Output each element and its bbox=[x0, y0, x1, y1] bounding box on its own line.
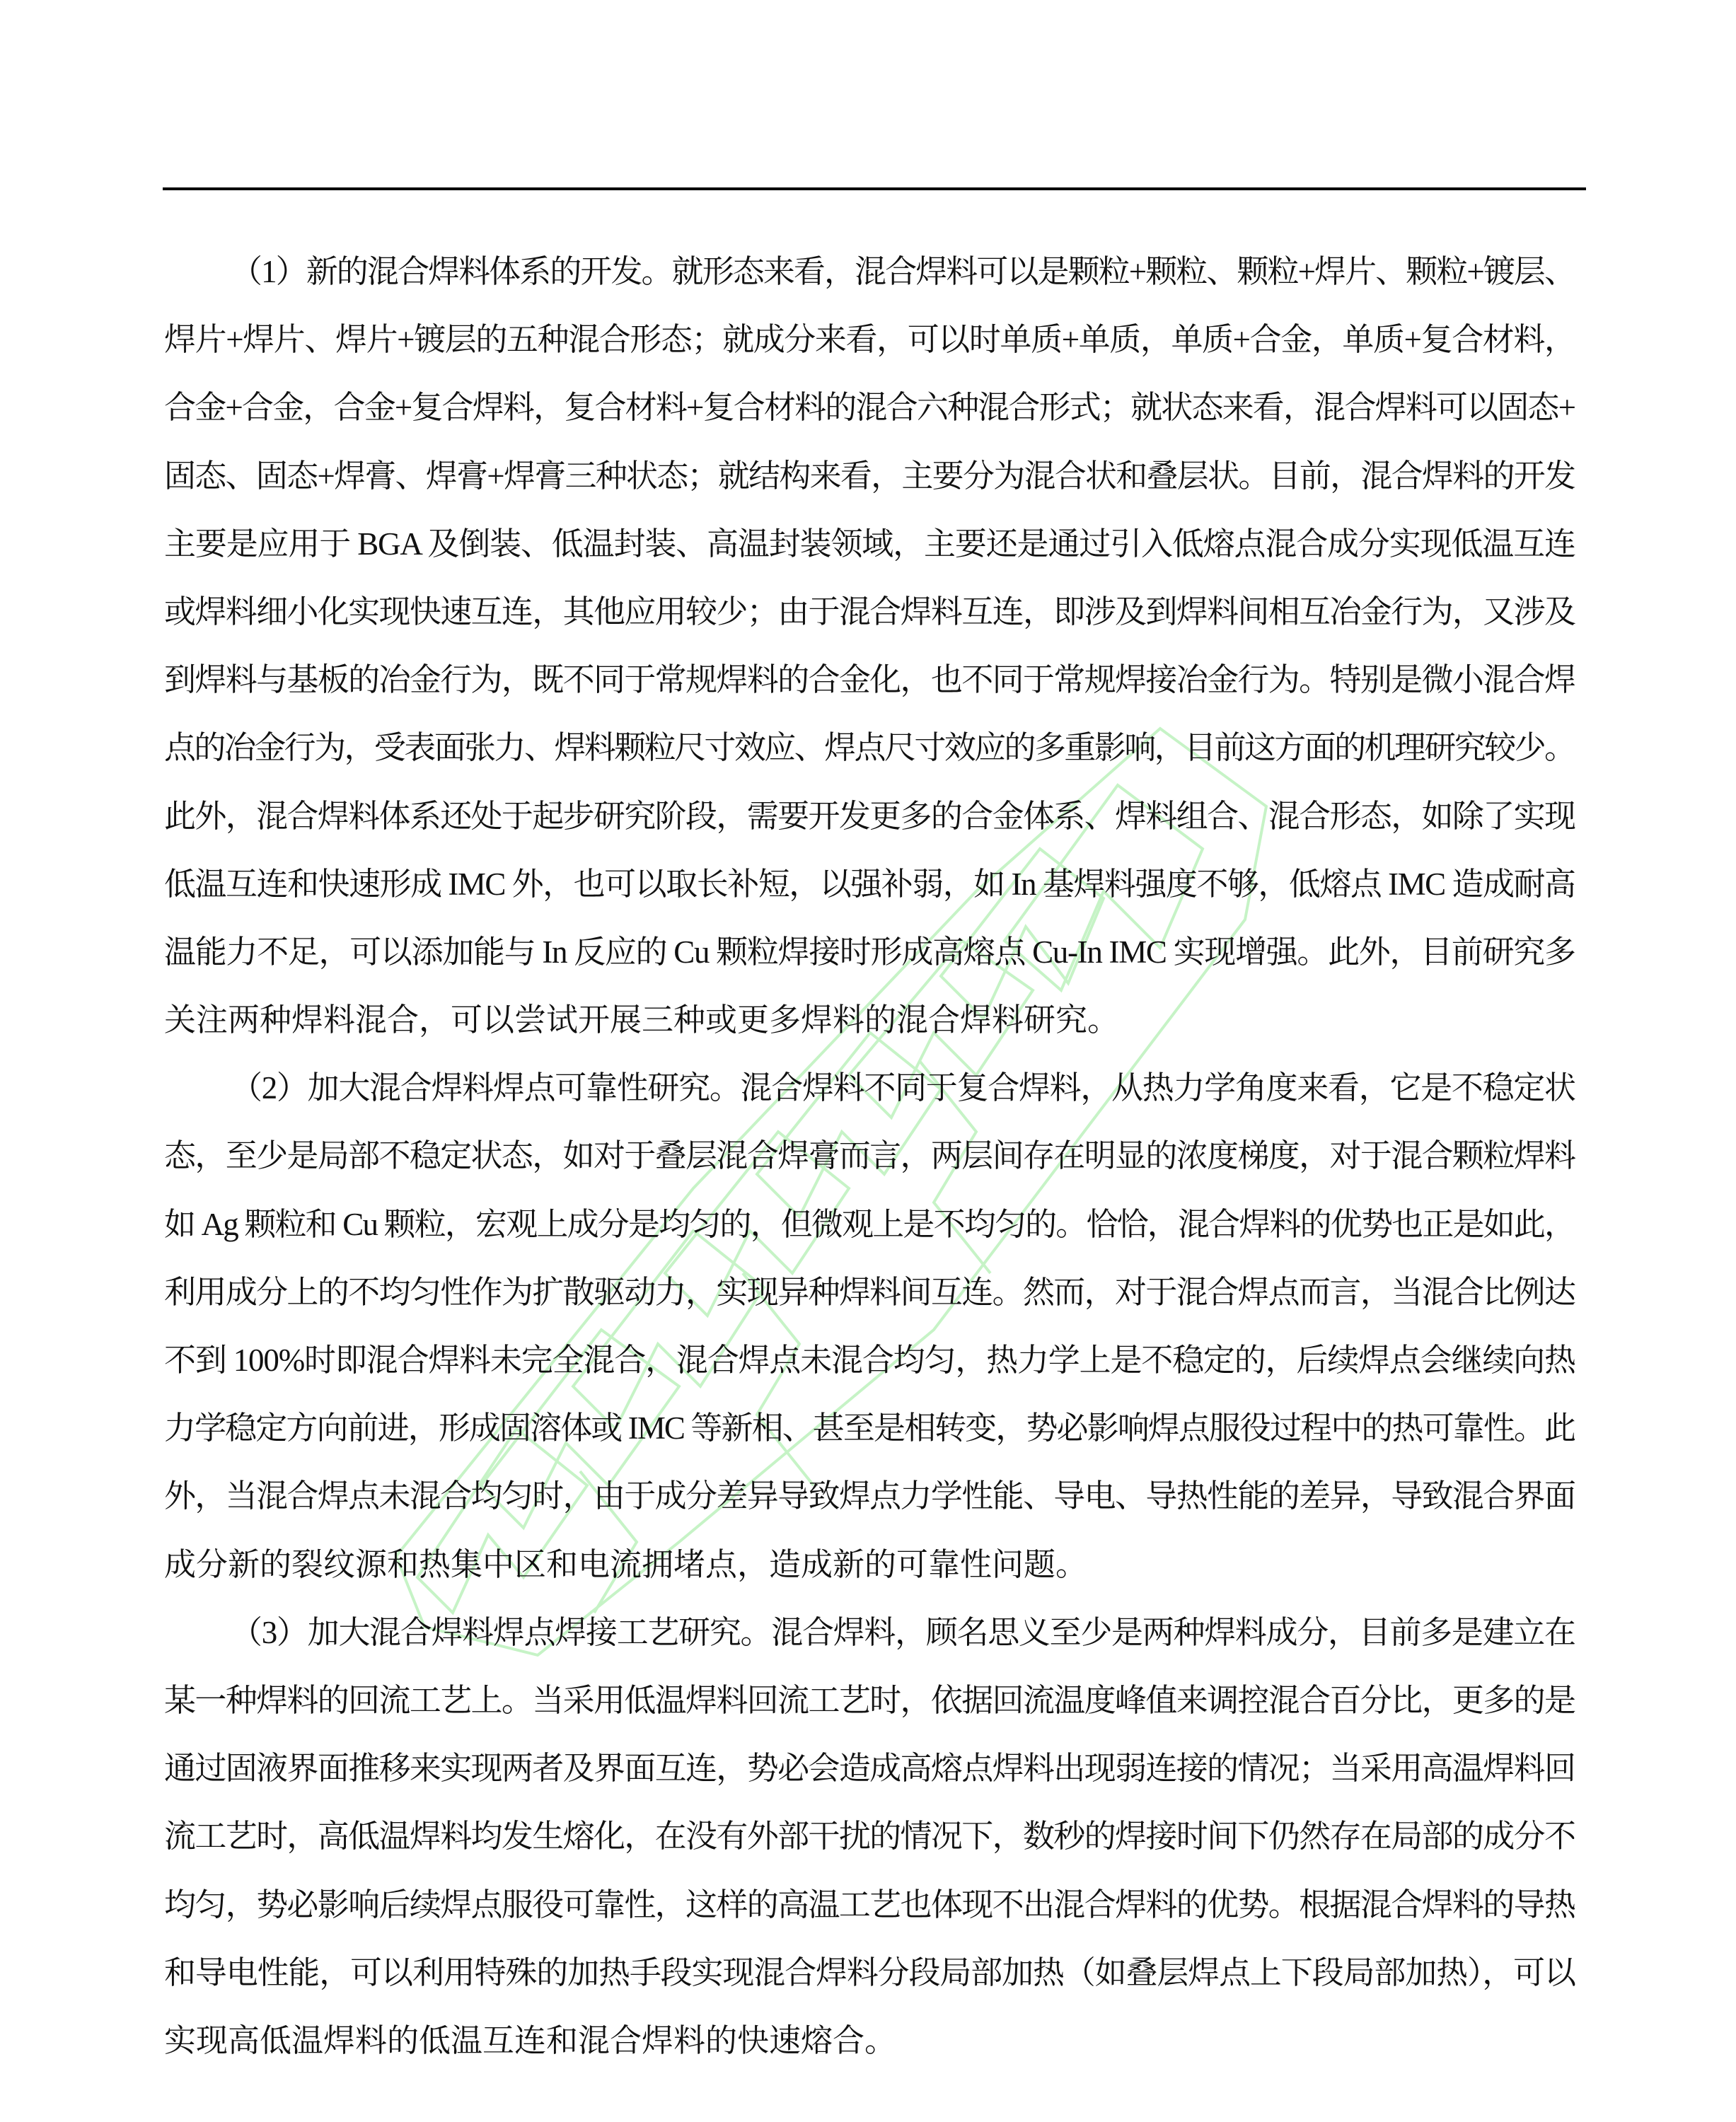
text-line: 利用成分上的不均匀性作为扩散驱动力，实现异种焊料间互连。然而，对于混合焊点而言，当混合比例达 bbox=[164, 1274, 1575, 1310]
text-line: 和导电性能，可以利用特殊的加热手段实现混合焊料分段局部加热（如叠层焊点上下段局部加热），可以 bbox=[164, 1954, 1575, 1990]
text-line: 不到 100%时即混合焊料未完全混合，混合焊点未混合均匀，热力学上是不稳定的，后续焊点会继续向热 bbox=[164, 1343, 1575, 1378]
text-line: 合金+合金，合金+复合焊料，复合材料+复合材料的混合六种混合形式；就状态来看，混合焊料可以固态+ bbox=[164, 390, 1575, 426]
text-line: 成分新的裂纹源和热集中区和电流拥堵点，造成新的可靠性问题。 bbox=[164, 1546, 1088, 1582]
text-line: 低温互连和快速形成 IMC 外，也可以取长补短，以强补弱，如 In 基焊料强度不够，低熔点 IMC 造成耐高 bbox=[164, 866, 1575, 902]
text-line: 温能力不足，可以添加能与 In 反应的 Cu 颗粒焊接时形成高熔点 Cu-In IMC 实现增强。此外，目前研究多 bbox=[164, 934, 1575, 970]
paragraph-3 bbox=[164, 1599, 1576, 2075]
text-line: 到焊料与基板的冶金行为，既不同于常规焊料的合金化，也不同于常规焊接冶金行为。特别是微小混合焊 bbox=[164, 662, 1575, 698]
header-rule bbox=[163, 187, 1586, 190]
body-text bbox=[164, 238, 1576, 2075]
text-line: 某一种焊料的回流工艺上。当采用低温焊料回流工艺时，依据回流温度峰值来调控混合百分比，更多的是 bbox=[164, 1682, 1575, 1718]
text-line: 或焊料细小化实现快速互连，其他应用较少；由于混合焊料互连，即涉及到焊料间相互冶金行为，又涉及 bbox=[164, 593, 1575, 630]
text-line: 此外，混合焊料体系还处于起步研究阶段，需要开发更多的合金体系、焊料组合、混合形态，如除了实现 bbox=[164, 798, 1575, 834]
paragraph-1 bbox=[164, 238, 1576, 1054]
text-line: 固态、固态+焊膏、焊膏+焊膏三种状态；就结构来看，主要分为混合状和叠层状。目前，混合焊料的开发 bbox=[164, 458, 1575, 494]
text-line: 如 Ag 颗粒和 Cu 颗粒，宏观上成分是均匀的，但微观上是不均匀的。恰恰，混合焊料的优势也正是如此， bbox=[164, 1206, 1575, 1242]
text-line: 关注两种焊料混合，可以尝试开展三种或更多焊料的混合焊料研究。 bbox=[164, 1002, 1120, 1038]
text-line: （1）新的混合焊料体系的开发。就形态来看，混合焊料可以是颗粒+颗粒、颗粒+焊片、颗粒+镀层、 bbox=[231, 254, 1575, 289]
text-line: 焊片+焊片、焊片+镀层的五种混合形态；就成分来看，可以时单质+单质，单质+合金，单质+复合材料， bbox=[164, 322, 1575, 358]
text-line: 外，当混合焊点未混合均匀时，由于成分差异导致焊点力学性能、导电、导热性能的差异，导致混合界面 bbox=[164, 1478, 1575, 1514]
paragraph-2 bbox=[164, 1054, 1576, 1599]
text-line: 均匀，势必影响后续焊点服役可靠性，这样的高温工艺也体现不出混合焊料的优势。根据混合焊料的导热 bbox=[164, 1886, 1575, 1923]
text-line: （3）加大混合焊料焊点焊接工艺研究。混合焊料，顾名思义至少是两种焊料成分，目前多是建立在 bbox=[231, 1614, 1575, 1650]
text-line: 主要是应用于 BGA 及倒装、低温封装、高温封装领域，主要还是通过引入低熔点混合成分实现低温互连 bbox=[164, 526, 1575, 562]
text-line: 力学稳定方向前进，形成固溶体或 IMC 等新相、甚至是相转变，势必影响焊点服役过程中的热可靠性。此 bbox=[164, 1410, 1575, 1446]
text-line: 流工艺时，高低温焊料均发生熔化，在没有外部干扰的情况下，数秒的焊接时间下仍然存在局部的成分不 bbox=[164, 1819, 1575, 1855]
text-line: 通过固液界面推移来实现两者及界面互连，势必会造成高熔点焊料出现弱连接的情况；当采用高温焊料回 bbox=[164, 1751, 1575, 1787]
text-line: 实现高低温焊料的低温互连和混合焊料的快速熔合。 bbox=[164, 2022, 897, 2058]
text-line: 点的冶金行为，受表面张力、焊料颗粒尺寸效应、焊点尺寸效应的多重影响，目前这方面的机理研究较少。 bbox=[164, 730, 1575, 766]
text-line: 态，至少是局部不稳定状态，如对于叠层混合焊膏而言，两层间存在明显的浓度梯度，对于混合颗粒焊料 bbox=[164, 1138, 1575, 1174]
text-line: （2）加大混合焊料焊点可靠性研究。混合焊料不同于复合焊料，从热力学角度来看，它是不稳定状 bbox=[231, 1070, 1575, 1106]
